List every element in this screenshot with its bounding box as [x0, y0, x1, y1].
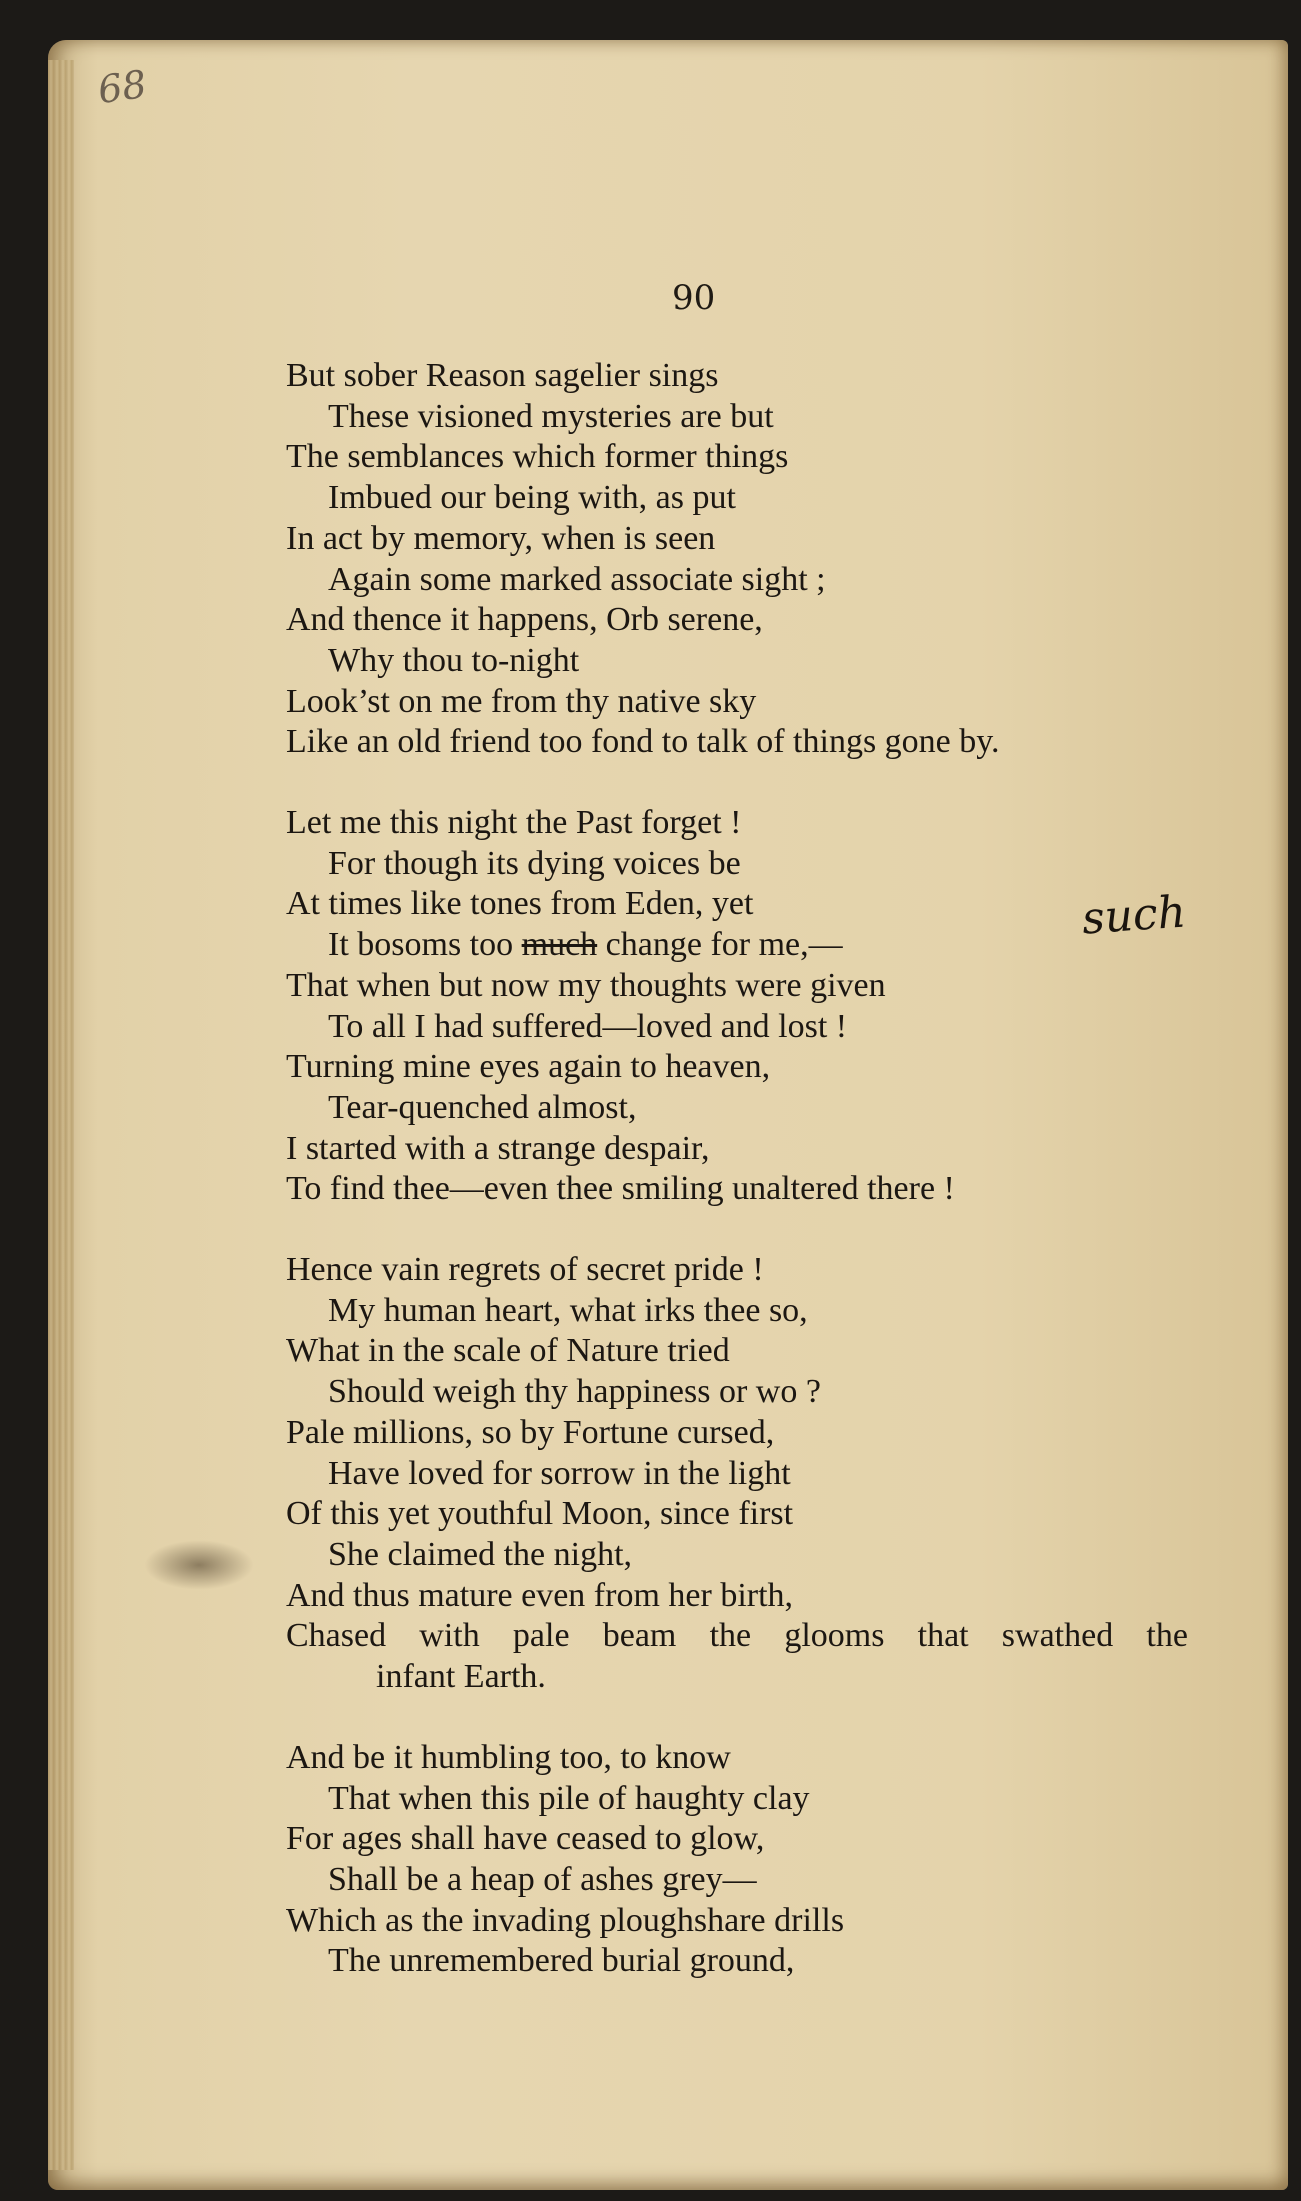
poem-line: The unremembered burial ground, [328, 1942, 795, 1980]
stanza [286, 1738, 1206, 1982]
word: Chased [286, 1617, 387, 1655]
poem-line: But sober Reason sagelier sings [286, 357, 719, 394]
struck-word: much [521, 926, 598, 964]
poem-line: Let me this night the Past forget ! [286, 804, 742, 842]
word: with [419, 1617, 480, 1655]
poem-line: And thus mature even from her birth, [286, 1576, 794, 1614]
poem-line: Of this yet youthful Moon, since first [286, 1495, 794, 1533]
line-text: It bosoms too [328, 926, 522, 964]
word: that [917, 1617, 969, 1655]
handwritten-correction: such [1080, 886, 1188, 945]
stanza [286, 1250, 1206, 1698]
poem-line: That when but now my thoughts were given [286, 966, 886, 1004]
poem-line: She claimed the night, [328, 1535, 633, 1573]
poem-line: Which as the invading ploughshare drills [286, 1901, 845, 1939]
word: beam [602, 1617, 677, 1655]
poem-line [286, 925, 1206, 966]
poem-line: Pale millions, so by Fortune cursed, [286, 1413, 775, 1451]
poem-line: That when this pile of haughty clay [328, 1779, 810, 1817]
poem-line: Have loved for sorrow in the light [328, 1454, 791, 1492]
poem-body [286, 356, 1206, 2022]
word: pale [512, 1617, 570, 1655]
poem-line: Why thou to-night [328, 641, 580, 679]
stanza [286, 803, 1206, 1210]
word: glooms [784, 1617, 885, 1655]
poem-line: What in the scale of Nature tried [286, 1332, 730, 1370]
poem-line: Hence vain regrets of secret pride ! [286, 1251, 764, 1289]
stanza [286, 356, 1206, 763]
poem-line: The semblances which former things [286, 438, 789, 476]
poem-line: Again some marked associate sight ; [328, 560, 826, 598]
line-text-after: change for me,— [597, 926, 843, 964]
poem-line: My human heart, what irks thee so, [328, 1291, 808, 1329]
poem-line: At times like tones from Eden, yet [286, 885, 754, 923]
page-gutter [48, 60, 74, 2170]
poem-line: Shall be a heap of ashes grey— [328, 1860, 757, 1898]
poem-line: For ages shall have ceased to glow, [286, 1820, 765, 1858]
poem-line: And thence it happens, Orb serene, [286, 601, 763, 639]
word: swathed [1001, 1617, 1114, 1655]
poem-line: In act by memory, when is seen [286, 519, 716, 557]
poem-line: Imbued our being with, as put [328, 479, 736, 517]
poem-line [286, 1616, 1188, 1657]
word: the [709, 1617, 752, 1655]
poem-line: These visioned mysteries are but [328, 397, 774, 435]
poem-line: To all I had suffered—loved and lost ! [328, 1007, 848, 1045]
page-number: 90 [672, 278, 716, 318]
poem-line: Look’st on me from thy native sky [286, 682, 757, 720]
ink-smudge [144, 1540, 254, 1590]
poem-line: Turning mine eyes again to heaven, [286, 1048, 771, 1086]
poem-line: For though its dying voices be [328, 844, 741, 882]
poem-line: Like an old friend too fond to talk of things gone by. [286, 723, 1000, 761]
poem-line: infant Earth. [376, 1658, 546, 1696]
poem-line: And be it humbling too, to know [286, 1738, 731, 1776]
pencil-page-mark: 68 [95, 61, 150, 113]
poem-line: I started with a strange despair, [286, 1129, 710, 1167]
poem-line: To find thee—even thee smiling unaltered there ! [286, 1170, 955, 1208]
poem-line: Should weigh thy happiness or wo ? [328, 1373, 821, 1411]
poem-line: Tear-quenched almost, [328, 1088, 637, 1126]
word: the [1146, 1617, 1188, 1655]
